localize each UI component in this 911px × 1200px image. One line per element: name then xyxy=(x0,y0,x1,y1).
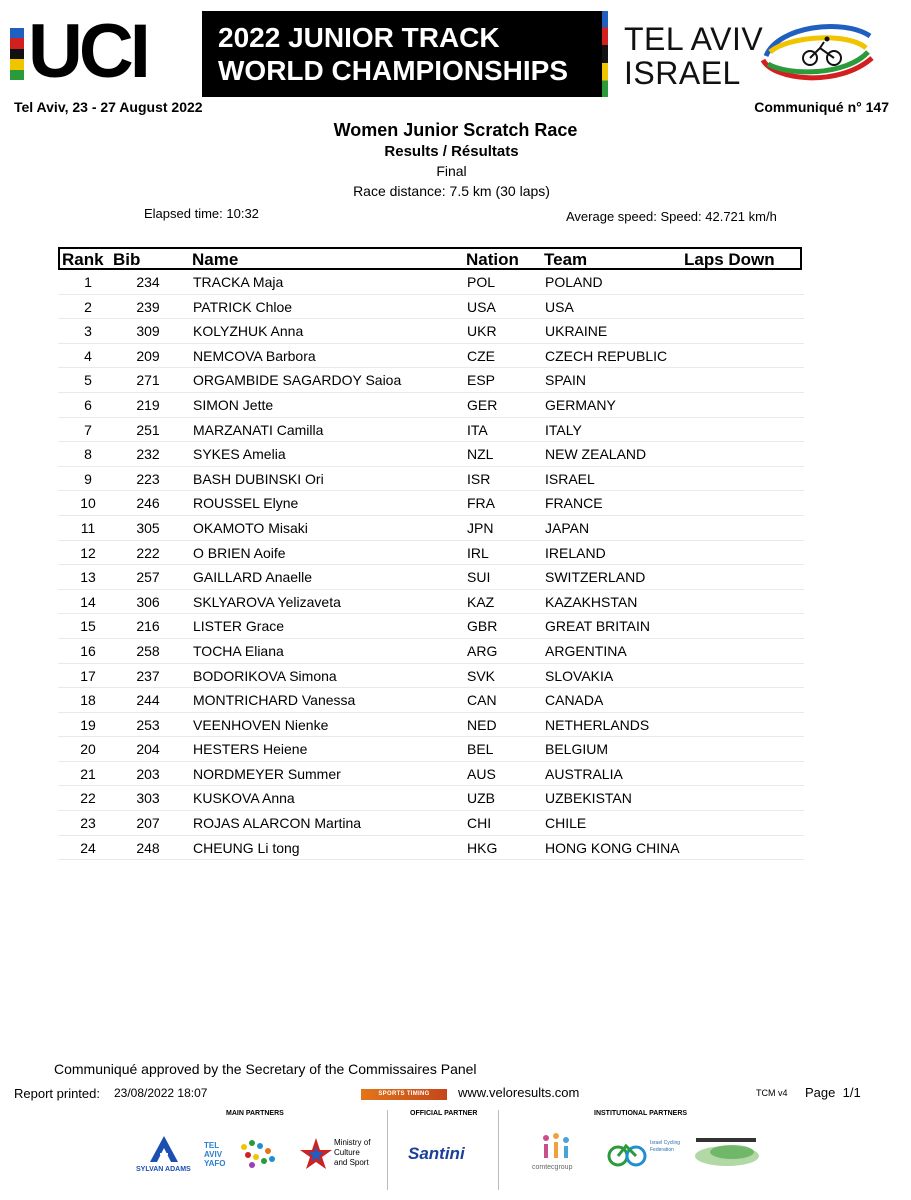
cell-name: KUSKOVA Anna xyxy=(193,790,295,807)
event-banner xyxy=(202,11,608,97)
cycling-federation-label: Israel Cycling Federation xyxy=(650,1140,681,1153)
cell-rank: 14 xyxy=(80,593,96,610)
cell-rank: 17 xyxy=(80,667,96,684)
page-label: Page xyxy=(805,1085,836,1100)
cell-bib: 303 xyxy=(136,790,160,807)
cell-team: KAZAKHSTAN xyxy=(545,593,638,610)
page-value: 1/1 xyxy=(842,1085,861,1100)
comtec-logo-icon xyxy=(538,1132,574,1162)
cell-name: OKAMOTO Misaki xyxy=(193,519,308,536)
cell-bib: 244 xyxy=(136,692,160,709)
cell-rank: 6 xyxy=(84,396,92,413)
cell-bib: 234 xyxy=(136,274,160,290)
cell-name: O BRIEN Aoife xyxy=(193,544,286,561)
cell-team: UKRAINE xyxy=(545,323,608,340)
cell-team: ISRAEL xyxy=(545,470,595,487)
cell-nation: GBR xyxy=(467,618,498,635)
cell-bib: 306 xyxy=(136,593,160,610)
dateline: Tel Aviv, 23 - 27 August 2022 xyxy=(14,99,203,115)
cell-team: GERMANY xyxy=(545,396,616,413)
cell-name: BODORIKOVA Simona xyxy=(193,667,337,684)
header-name: Name xyxy=(192,250,239,269)
comtec-label: comtecgroup xyxy=(532,1164,573,1171)
race-phase: Final xyxy=(436,163,467,179)
cell-team: ITALY xyxy=(545,421,582,438)
cell-bib: 271 xyxy=(136,372,160,389)
partner-divider xyxy=(387,1110,388,1190)
table-row xyxy=(58,491,804,516)
cell-nation: UZB xyxy=(467,790,495,807)
table-row xyxy=(58,368,804,393)
cell-nation: BEL xyxy=(467,741,494,758)
cell-rank: 1 xyxy=(84,274,92,290)
table-row xyxy=(58,295,804,320)
results-table-body xyxy=(58,270,804,860)
cell-team: AUSTRALIA xyxy=(545,765,623,782)
table-row xyxy=(58,516,804,541)
table-row xyxy=(58,737,804,762)
cell-bib: 222 xyxy=(136,544,160,561)
cell-team: CANADA xyxy=(545,692,604,709)
cell-team: SLOVAKIA xyxy=(545,667,614,684)
tcm-version: TCM v4 xyxy=(756,1088,788,1098)
cell-nation: ARG xyxy=(467,642,498,659)
cell-team: UZBEKISTAN xyxy=(545,790,632,807)
event-title-line1: 2022 JUNIOR TRACK xyxy=(218,22,500,53)
header-rank: Rank xyxy=(62,250,104,269)
cell-name: TOCHA Eliana xyxy=(193,642,284,659)
table-row xyxy=(58,590,804,615)
table-row xyxy=(58,467,804,492)
table-row xyxy=(58,688,804,713)
cell-rank: 8 xyxy=(84,446,92,463)
cell-bib: 207 xyxy=(136,815,160,832)
cell-rank: 13 xyxy=(80,569,96,586)
table-row xyxy=(58,344,804,369)
cell-name: KOLYZHUK Anna xyxy=(193,323,304,340)
cell-bib: 237 xyxy=(136,667,160,684)
official-partner-title: OFFICIAL PARTNER xyxy=(410,1110,478,1117)
uci-logo-text: UCI xyxy=(28,9,147,94)
cell-bib: 203 xyxy=(136,765,160,782)
cell-bib: 204 xyxy=(136,741,160,758)
cell-nation: ISR xyxy=(467,470,491,487)
header-laps-down: Laps Down xyxy=(684,250,775,269)
header-nation: Nation xyxy=(466,250,519,269)
cell-rank: 9 xyxy=(84,470,92,487)
table-row xyxy=(58,762,804,787)
cell-rank: 12 xyxy=(80,544,96,561)
partner-divider xyxy=(498,1110,499,1190)
cell-name: ROJAS ALARCON Martina xyxy=(193,815,362,832)
cell-rank: 11 xyxy=(80,519,96,536)
cell-rank: 23 xyxy=(80,815,96,832)
tel-aviv-track-logo-icon xyxy=(758,18,878,88)
sylvan-adams-logo-icon xyxy=(146,1134,182,1164)
tel-aviv-dots-icon xyxy=(234,1137,282,1173)
cell-bib: 239 xyxy=(136,298,160,315)
cell-name: SKLYAROVA Yelizaveta xyxy=(193,593,341,610)
tel-aviv-yafo-label: TEL AVIV YAFO xyxy=(204,1141,226,1168)
results-table-header xyxy=(58,247,802,270)
cell-name: NEMCOVA Barbora xyxy=(193,347,316,364)
event-title-line2: WORLD CHAMPIONSHIPS xyxy=(218,55,568,86)
cell-nation: NZL xyxy=(467,446,494,463)
ministry-label: Ministry of Culture and Sport xyxy=(334,1138,371,1167)
cell-rank: 2 xyxy=(84,298,92,315)
cell-team: CHILE xyxy=(545,815,587,832)
race-distance: Race distance: 7.5 km (30 laps) xyxy=(353,183,550,199)
cell-rank: 18 xyxy=(80,692,96,709)
table-row xyxy=(58,319,804,344)
cell-name: ORGAMBIDE SAGARDOY Saioa xyxy=(193,372,402,389)
average-speed: Average speed: Speed: 42.721 km/h xyxy=(566,209,777,224)
israel-cycling-federation-icon xyxy=(606,1134,648,1168)
cell-nation: GER xyxy=(467,396,498,413)
cell-nation: KAZ xyxy=(467,593,495,610)
cell-nation: JPN xyxy=(467,519,494,536)
table-row xyxy=(58,418,804,443)
cell-nation: ITA xyxy=(467,421,488,438)
cell-rank: 21 xyxy=(80,765,96,782)
cell-bib: 251 xyxy=(136,421,160,438)
cell-team: FRANCE xyxy=(545,495,603,512)
cell-nation: SUI xyxy=(467,569,491,586)
cell-bib: 309 xyxy=(136,323,160,340)
cell-bib: 216 xyxy=(136,618,160,635)
cell-team: POLAND xyxy=(545,274,603,290)
cell-nation: HKG xyxy=(467,839,498,856)
uci-logo xyxy=(10,9,147,94)
main-partners-title: MAIN PARTNERS xyxy=(226,1110,284,1117)
cell-rank: 16 xyxy=(80,642,96,659)
cell-rank: 4 xyxy=(84,347,92,364)
cell-rank: 7 xyxy=(84,421,92,438)
sylvan-adams-label: SYLVAN ADAMS xyxy=(136,1166,191,1173)
cell-rank: 3 xyxy=(84,323,92,340)
cell-team: HONG KONG CHINA xyxy=(545,839,680,856)
uci-rainbow-bars xyxy=(10,28,24,80)
cell-nation: UKR xyxy=(467,323,497,340)
cell-nation: AUS xyxy=(467,765,496,782)
page-number xyxy=(805,1085,861,1100)
cell-rank: 20 xyxy=(80,741,96,758)
host-city xyxy=(624,22,763,90)
table-row xyxy=(58,565,804,590)
cell-rank: 22 xyxy=(80,790,96,807)
cell-rank: 15 xyxy=(80,618,96,635)
cell-name: GAILLARD Anaelle xyxy=(193,569,313,586)
cell-team: GREAT BRITAIN xyxy=(545,618,651,635)
cell-rank: 5 xyxy=(84,372,92,389)
table-row xyxy=(58,541,804,566)
results-subtitle: Results / Résultats xyxy=(384,143,519,160)
cell-bib: 209 xyxy=(136,347,160,364)
cell-nation: SVK xyxy=(467,667,496,684)
cell-team: SPAIN xyxy=(545,372,586,389)
table-row xyxy=(58,713,804,738)
cell-nation: IRL xyxy=(467,544,489,561)
table-row xyxy=(58,836,804,861)
table-row xyxy=(58,786,804,811)
cell-bib: 232 xyxy=(136,446,160,463)
cell-rank: 24 xyxy=(80,839,96,856)
report-printed-label: Report printed: xyxy=(14,1086,100,1101)
table-row xyxy=(58,639,804,664)
cell-team: BELGIUM xyxy=(545,741,609,758)
cell-name: MONTRICHARD Vanessa xyxy=(193,692,356,709)
table-row xyxy=(58,393,804,418)
cell-name: MARZANATI Camilla xyxy=(193,421,324,438)
cell-team: SWITZERLAND xyxy=(545,569,646,586)
cell-name: ROUSSEL Elyne xyxy=(193,495,299,512)
race-title: Women Junior Scratch Race xyxy=(333,120,578,140)
communique-number: Communiqué n° 147 xyxy=(754,99,889,115)
cell-team: JAPAN xyxy=(545,519,590,536)
cell-name: SIMON Jette xyxy=(193,396,274,413)
cell-name: TRACKA Maja xyxy=(193,274,284,290)
cell-name: CHEUNG Li tong xyxy=(193,839,300,856)
cell-nation: NED xyxy=(467,716,497,733)
cell-team: ARGENTINA xyxy=(545,642,627,659)
cell-nation: CHI xyxy=(467,815,492,832)
cell-team: IRELAND xyxy=(545,544,606,561)
timing-software-badge: SPORTS TIMING SOFTWARE xyxy=(361,1089,447,1100)
cell-rank: 19 xyxy=(80,716,96,733)
cell-nation: FRA xyxy=(467,495,495,512)
table-row xyxy=(58,664,804,689)
cell-name: NORDMEYER Summer xyxy=(193,765,341,782)
cell-bib: 248 xyxy=(136,839,160,856)
header-bib: Bib xyxy=(113,250,141,269)
cell-nation: CZE xyxy=(467,347,495,364)
tel-aviv-yafo-logo xyxy=(204,1137,284,1173)
cell-name: LISTER Grace xyxy=(193,618,285,635)
cell-team: NETHERLANDS xyxy=(545,716,650,733)
cell-nation: ESP xyxy=(467,372,496,389)
cell-nation: USA xyxy=(467,298,496,315)
cell-nation: POL xyxy=(467,274,496,290)
cell-bib: 253 xyxy=(136,716,160,733)
cell-bib: 246 xyxy=(136,495,160,512)
city-line1: TEL AVIV xyxy=(624,21,764,57)
elapsed-time: Elapsed time: 10:32 xyxy=(144,206,259,221)
cell-rank: 10 xyxy=(80,495,96,512)
table-row xyxy=(58,270,804,295)
city-line2: ISRAEL xyxy=(624,55,741,91)
cell-name: SYKES Amelia xyxy=(193,446,286,463)
cell-name: VEENHOVEN Nienke xyxy=(193,716,329,733)
website-link[interactable]: www.veloresults.com xyxy=(458,1085,580,1100)
approval-note: Communiqué approved by the Secretary of the Commissaires Panel xyxy=(54,1061,477,1077)
table-row xyxy=(58,614,804,639)
table-row xyxy=(58,811,804,836)
institutional-partners-title: INSTITUTIONAL PARTNERS xyxy=(594,1110,688,1117)
cell-bib: 305 xyxy=(136,519,160,536)
cell-nation: CAN xyxy=(467,692,497,709)
cell-team: USA xyxy=(545,298,574,315)
cell-name: HESTERS Heiene xyxy=(193,741,308,758)
cell-bib: 219 xyxy=(136,396,160,413)
cell-bib: 258 xyxy=(136,642,160,659)
report-printed-value: 23/08/2022 18:07 xyxy=(114,1086,208,1100)
table-row xyxy=(58,442,804,467)
cell-name: PATRICK Chloe xyxy=(193,298,293,315)
ministry-star-icon xyxy=(298,1136,334,1172)
cell-bib: 257 xyxy=(136,569,160,586)
santini-logo: Santini xyxy=(408,1144,465,1163)
cell-name: BASH DUBINSKI Ori xyxy=(193,470,324,487)
cell-team: NEW ZEALAND xyxy=(545,446,647,463)
cell-team: CZECH REPUBLIC xyxy=(545,347,668,364)
cell-bib: 223 xyxy=(136,470,160,487)
header-team: Team xyxy=(544,250,588,269)
green-partner-logo-icon xyxy=(692,1136,762,1170)
